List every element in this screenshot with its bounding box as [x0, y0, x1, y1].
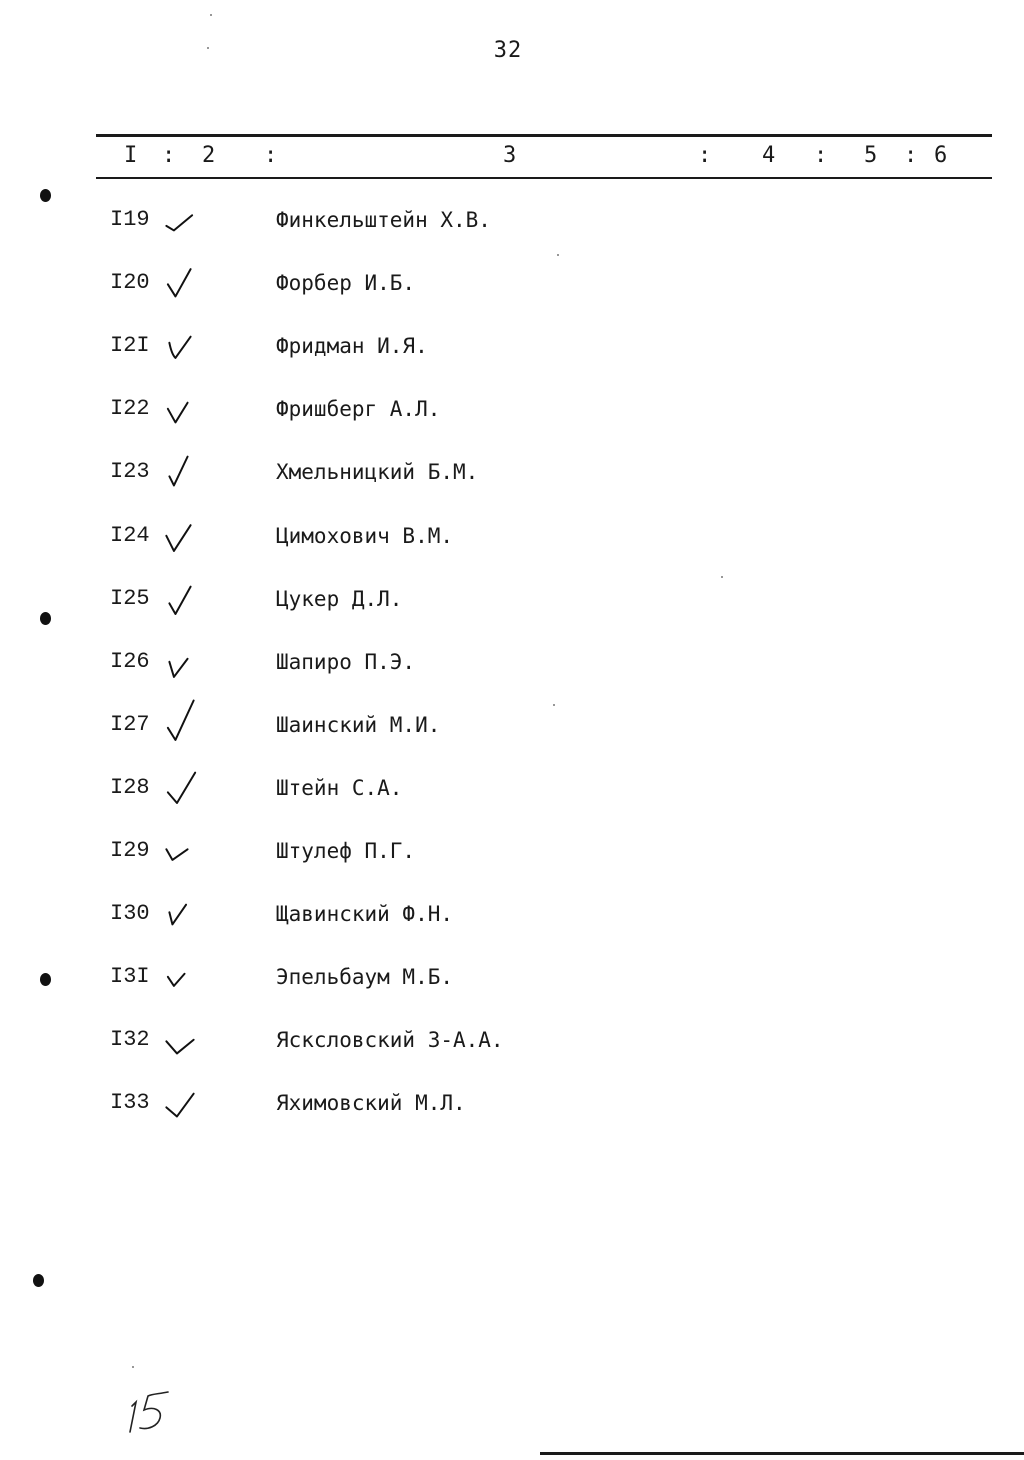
header-separator: : [698, 143, 712, 168]
checkmark-icon [158, 699, 202, 743]
paper-speck [557, 254, 559, 256]
paper-speck [207, 47, 209, 49]
table-row [110, 957, 610, 997]
person-name: Форбер И.Б. [276, 271, 416, 296]
handwritten-page-mark [124, 1388, 184, 1438]
person-name: Цукер Д.Л. [276, 586, 403, 611]
person-name: Щавинский Ф.Н. [276, 902, 454, 927]
row-number: I24 [110, 522, 150, 548]
person-name: Цимохович В.М. [276, 523, 454, 548]
header-col-3: 3 [503, 143, 517, 168]
person-name: Финкельштейн Х.В. [276, 208, 491, 232]
person-name: Фридман И.Я. [276, 334, 428, 359]
row-number: I25 [110, 585, 150, 611]
checkmark-icon [158, 825, 202, 869]
paper-speck [553, 704, 555, 706]
table-row [110, 389, 610, 429]
row-number: I19 [110, 207, 150, 232]
bottom-edge-line [540, 1452, 1024, 1455]
table-top-rule [96, 134, 992, 137]
row-number: I26 [110, 648, 150, 674]
row-number: I29 [110, 838, 150, 863]
table-row [110, 516, 610, 556]
paper-speck [132, 1366, 134, 1368]
row-number: I27 [110, 711, 150, 737]
checkmark-icon [158, 383, 202, 427]
checkmark-icon [158, 762, 202, 806]
person-name: Штейн С.А. [276, 775, 403, 800]
table-row [110, 831, 610, 871]
header-col-1: I [124, 143, 138, 168]
checkmark-icon [158, 320, 202, 364]
checkmark-icon [158, 510, 202, 554]
header-col-5: 5 [864, 143, 878, 168]
person-name: Ясксловский З-А.А. [276, 1028, 504, 1053]
header-col-4: 4 [762, 143, 776, 168]
table-row [110, 200, 610, 240]
person-name: Штулеф П.Г. [276, 839, 416, 863]
row-number: I20 [110, 270, 150, 296]
paper-speck [210, 14, 212, 16]
table-row [110, 579, 610, 619]
checkmark-icon [158, 257, 202, 301]
header-col-6: 6 [934, 143, 948, 168]
paper-speck [721, 576, 723, 578]
header-separator: : [264, 143, 278, 168]
person-name: Эпельбаум М.Б. [276, 965, 454, 990]
person-name: Шапиро П.Э. [276, 649, 416, 674]
row-number: I32 [110, 1027, 150, 1053]
table-row [110, 705, 610, 745]
table-header-rule [96, 177, 992, 179]
row-number: I28 [110, 774, 150, 800]
checkmark-icon [158, 636, 202, 680]
table-row [110, 768, 610, 808]
person-name: Шаинский М.И. [276, 712, 441, 737]
table-row [110, 326, 610, 366]
checkmark-icon [158, 194, 202, 238]
table-row [110, 894, 610, 934]
header-col-2: 2 [202, 143, 216, 168]
header-separator: : [904, 143, 918, 168]
person-name: Яхимовский М.Л. [276, 1091, 466, 1116]
table-row [110, 642, 610, 682]
row-number: I30 [110, 901, 150, 927]
row-number: I2I [110, 333, 150, 359]
row-number: I3I [110, 964, 150, 990]
punch-hole [40, 189, 51, 202]
table-row [110, 452, 610, 492]
checkmark-icon [158, 951, 202, 995]
checkmark-icon [158, 1014, 202, 1058]
table-row [110, 1020, 610, 1060]
row-number: I33 [110, 1090, 150, 1116]
punch-hole [33, 1274, 44, 1287]
checkmark-icon [158, 888, 202, 932]
checkmark-icon [158, 1077, 202, 1121]
header-separator: : [814, 143, 828, 168]
checkmark-icon [158, 573, 202, 617]
page-number: 32 [493, 38, 523, 63]
table-row [110, 1083, 610, 1123]
person-name: Хмельницкий Б.М. [276, 460, 479, 485]
punch-hole [40, 612, 51, 625]
checkmark-icon [158, 446, 202, 490]
row-number: I23 [110, 459, 150, 485]
row-number: I22 [110, 396, 150, 422]
table-row [110, 263, 610, 303]
punch-hole [40, 973, 51, 986]
header-separator: : [162, 143, 176, 168]
person-name: Фришберг А.Л. [276, 397, 441, 422]
